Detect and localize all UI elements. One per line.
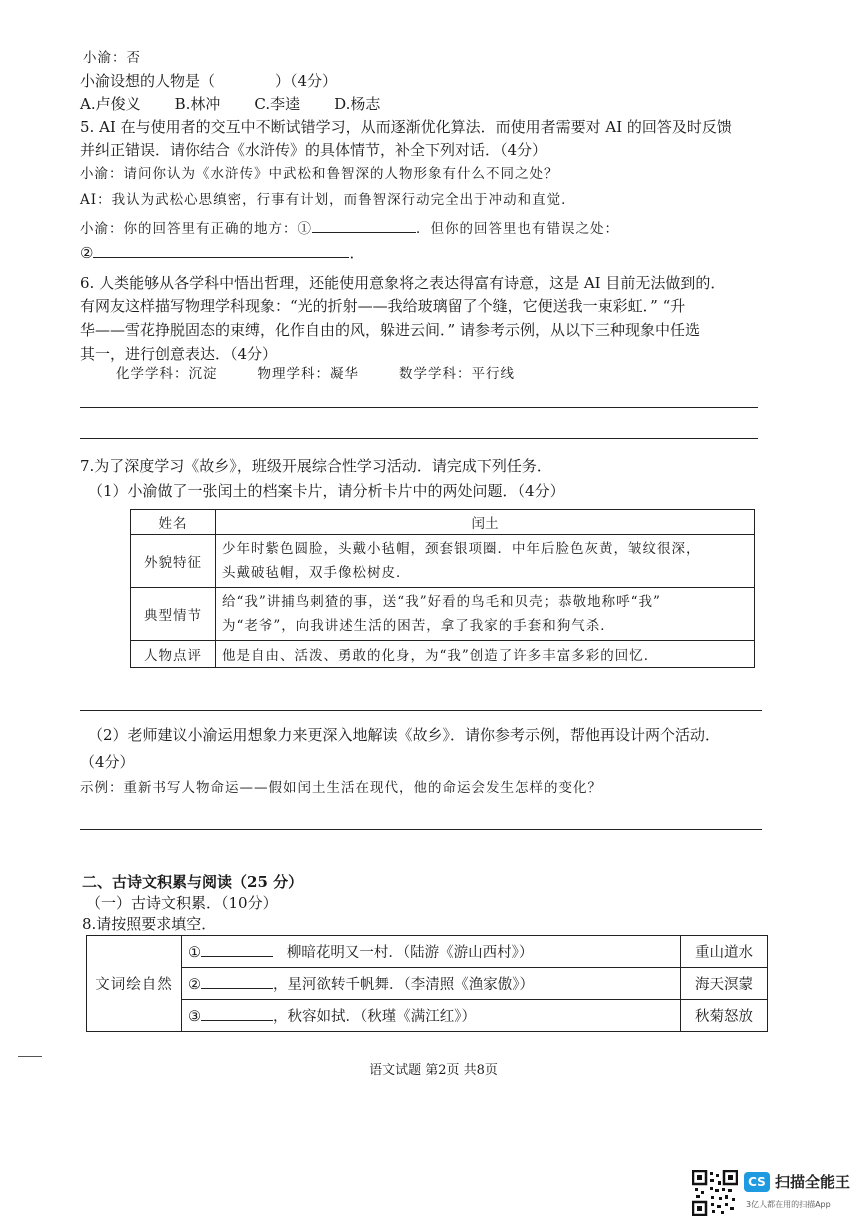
q7-example: 示例：重新书写人物命运——假如闰土生活在现代，他的命运会发生怎样的变化？ [80,780,602,796]
answer-line[interactable] [80,710,762,711]
section-part-title: （一）古诗文积累．（10分） [86,894,278,912]
scanner-logo-icon: CS [744,1172,770,1192]
option-d: D.杨志 [334,95,381,113]
period: ． [349,244,365,262]
card-header-value: 闰土 [216,510,755,535]
q6-option-math: 数学学科：平行线 [399,366,515,382]
option-b: B.林冲 [174,95,221,113]
q6-text-4: 其一，进行创意表达．（4分） [80,345,278,363]
q6-option-physics: 物理学科：凝华 [257,366,359,382]
card-line: 给“我”讲捕鸟刺猹的事，送“我”好看的鸟毛和贝壳；恭敬地称呼“我” [222,594,661,610]
answer-blank-2[interactable] [93,243,349,258]
q7-sub-1: （1）小渝做了一张闰土的档案卡片，请分析卡片中的两处问题．（4分） [88,482,565,500]
poem-row [87,968,768,1000]
card-header-row [131,510,755,535]
circle-3: ③ [188,1009,201,1025]
q7-sub-2-line-2: （4分） [80,753,135,771]
q5-text-1: 5. AI 在与使用者的交互中不断试错学习，从而逐渐优化算法．而使用者需要对 AI 的回答及时反馈 [80,118,732,136]
answer-line[interactable] [80,407,758,408]
section-title: 二、古诗文积累与阅读（25 分） [82,873,304,891]
card-row-label: 外貌特征 [131,535,216,588]
q6-text-1: 6. 人类能够从各学科中悟出哲理，还能使用意象将之表达得富有诗意，这是 AI 目前无法做到的． [80,274,726,292]
poem-row [87,1000,768,1032]
poem-blank-2[interactable] [201,974,273,989]
circle-2: ② [80,244,94,262]
q8-instruction: 8.请按照要求填空． [82,915,217,933]
q6-text-2: 有网友这样描写物理学科现象：“光的折射——我给玻璃留了个缝，它便送我一束彩虹．” “升 [80,297,686,315]
scanner-tagline: 3亿人都在用的扫描App [746,1200,831,1209]
page-footer: 语文试题 第2页 共8页 [369,1063,498,1078]
answer-line[interactable] [80,829,762,830]
card-row-content [216,641,755,668]
card-header-label: 姓名 [131,510,216,535]
poem-line [182,1000,681,1032]
answer-blank-1[interactable] [312,218,416,233]
q7-text-1: 7.为了深度学习《故乡》，班级开展综合性学习活动．请完成下列任务． [80,457,552,475]
q5-ai-answer: AI：我认为武松心思缜密，行事有计划，而鲁智深行动完全出于冲动和直觉． [80,192,576,208]
poem-line [182,936,681,968]
card-row [131,588,755,641]
margin-mark [18,1056,42,1057]
card-row-content [216,588,755,641]
answer-line[interactable] [80,438,758,439]
scanner-name: 扫描全能王 [775,1173,851,1191]
poem-blank-1[interactable] [201,942,273,957]
card-row [131,535,755,588]
q5-blank-line-2 [80,243,364,263]
card-row-label: 人物点评 [131,641,216,668]
card-row-label: 典型情节 [131,588,216,641]
q7-sub-2-line-1: （2）老师建议小渝运用想象力来更深入地解读《故乡》．请你参考示例，帮他再设计两个活动． [88,726,721,744]
q5-text-2: 并纠正错误．请你结合《水浒传》的具体情节，补全下列对话．（4分） [80,141,548,159]
poem-text: ，星河欲转千帆舞．（李清照《渔家傲》） [273,977,534,993]
poem-blank-3[interactable] [201,1006,273,1021]
dialog-line: 小渝：否 [83,50,141,66]
poem-text: ，秋容如拭．（秋瑾《满江红》） [273,1009,476,1025]
poem-tag: 秋菊怒放 [681,1000,768,1032]
q5-reply-part1: 小渝：你的回答里有正确的地方：① [80,221,312,237]
poem-line [182,968,681,1000]
poem-tag: 重山道水 [681,936,768,968]
q5-xiaoyu-question: 小渝：请问你认为《水浒传》中武松和鲁智深的人物形象有什么不同之处？ [80,166,559,182]
card-line: 他是自由、活泼、勇敢的化身，为“我”创造了许多丰富多彩的回忆． [222,648,659,664]
q6-text-3: 华——雪花挣脱固态的束缚，化作自由的风，躲进云间．” 请参考示例，从以下三种现象中任选 [80,321,700,339]
poem-table [86,935,768,1032]
card-line: 为“老爷”，向我讲述生活的困苦，拿了我家的手套和狗气杀． [222,618,615,634]
q5-reply-line [80,218,619,239]
q6-option-chemistry: 化学学科：沉淀 [116,366,218,382]
card-line: 头戴破毡帽，双手像松树皮． [222,565,411,581]
q5-reply-part2: ．但你的回答里也有错误之处： [416,221,619,237]
options-row [80,94,414,114]
poem-text: 柳暗花明又一村．（陆游《游山西村》） [286,945,534,961]
circle-2: ② [188,977,201,993]
option-a: A.卢俊义 [80,95,141,113]
card-row [131,641,755,668]
poem-row [87,936,768,968]
question-line: 小渝设想的人物是（ ）（4分） [80,72,338,90]
card-row-content [216,535,755,588]
card-line: 少年时紫色圆脸，头戴小毡帽，颈套银项圈．中年后脸色灰黄，皱纹很深， [222,541,701,557]
q6-options [116,364,515,384]
qr-code-icon [692,1170,738,1216]
circle-1: ① [188,945,201,961]
option-c: C.李逵 [254,95,301,113]
poem-row-label: 文词绘自然 [87,936,182,1032]
poem-tag: 海天溟蒙 [681,968,768,1000]
archive-card [130,509,755,668]
